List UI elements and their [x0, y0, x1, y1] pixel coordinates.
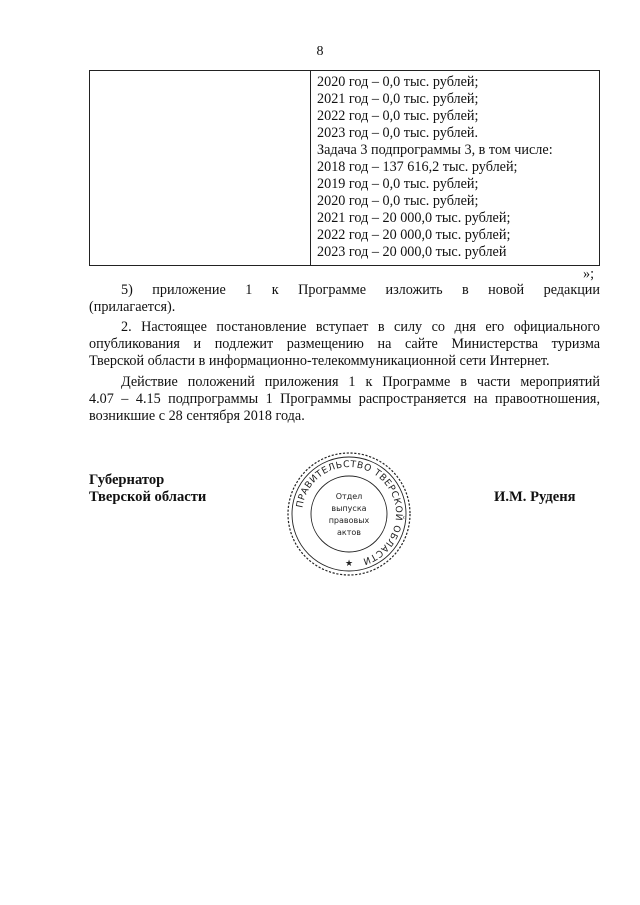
- stamp-inner-ring: [311, 476, 387, 552]
- table-line: Задача 3 подпрограммы 3, в том числе:: [317, 142, 553, 158]
- table-line: 2021 год – 0,0 тыс. рублей;: [317, 91, 479, 107]
- page-number: 8: [316, 44, 324, 59]
- paragraph-line: возникшие с 28 сентября 2018 года.: [89, 408, 305, 425]
- stamp-outer-ring: [288, 453, 410, 575]
- stamp-center-line: Отдел: [335, 492, 363, 501]
- signatory-title-line: Тверской области: [89, 489, 207, 506]
- paragraph-line: 5) приложение 1 к Программе изложить в новой редакции: [121, 282, 600, 298]
- table-line: 2018 год – 137 616,2 тыс. рублей;: [317, 159, 518, 175]
- closing-quote: »;: [583, 266, 595, 282]
- paragraph-line: 4.07 – 4.15 подпрограммы 1 Программы распространяется на правоотношения,: [89, 391, 600, 408]
- table-line: 2023 год – 20 000,0 тыс. рублей: [317, 244, 507, 260]
- star-icon: ★: [344, 559, 354, 569]
- table-line: 2019 год – 0,0 тыс. рублей;: [317, 176, 479, 192]
- signatory-title-line: Губернатор: [89, 472, 165, 488]
- paragraph-line: опубликования и подлежит размещению на сайте Министерства туризма: [89, 336, 600, 353]
- table-right-cell: [311, 71, 599, 265]
- table-left-cell: [90, 71, 311, 265]
- table-line: 2022 год – 0,0 тыс. рублей;: [317, 108, 479, 124]
- table-line: 2023 год – 0,0 тыс. рублей.: [317, 125, 479, 141]
- paragraph-line: Действие положений приложения 1 к Программе в части мероприятий: [121, 374, 600, 390]
- official-stamp: [285, 450, 413, 578]
- paragraph-effective-date: [89, 319, 600, 371]
- stamp-center-line: выпуска: [331, 504, 367, 513]
- paragraph-line: Тверской области в информационно-телекоммуникационной сети Интернет.: [89, 353, 550, 370]
- table-line: 2021 год – 20 000,0 тыс. рублей;: [317, 210, 511, 226]
- paragraph-item-5: [89, 282, 600, 316]
- stamp-center-line: актов: [336, 528, 362, 537]
- budget-table: [89, 70, 600, 266]
- paragraph-line: (прилагается).: [89, 299, 176, 316]
- paragraph-application-scope: [89, 374, 600, 426]
- signatory-title: [89, 472, 206, 506]
- stamp-ring-text: ПРАВИТЕЛЬСТВО ТВЕРСКОЙ ОБЛАСТИ: [294, 458, 405, 567]
- stamp-ring: [292, 457, 406, 571]
- paragraph-line: 2. Настоящее постановление вступает в силу со дня его официального: [121, 319, 600, 335]
- table-line: 2022 год – 20 000,0 тыс. рублей;: [317, 227, 511, 243]
- stamp-center-line: правовых: [328, 516, 370, 525]
- table-line: 2020 год – 0,0 тыс. рублей;: [317, 193, 479, 209]
- signatory-name: И.М. Руденя: [494, 489, 576, 505]
- table-line: 2020 год – 0,0 тыс. рублей;: [317, 74, 479, 90]
